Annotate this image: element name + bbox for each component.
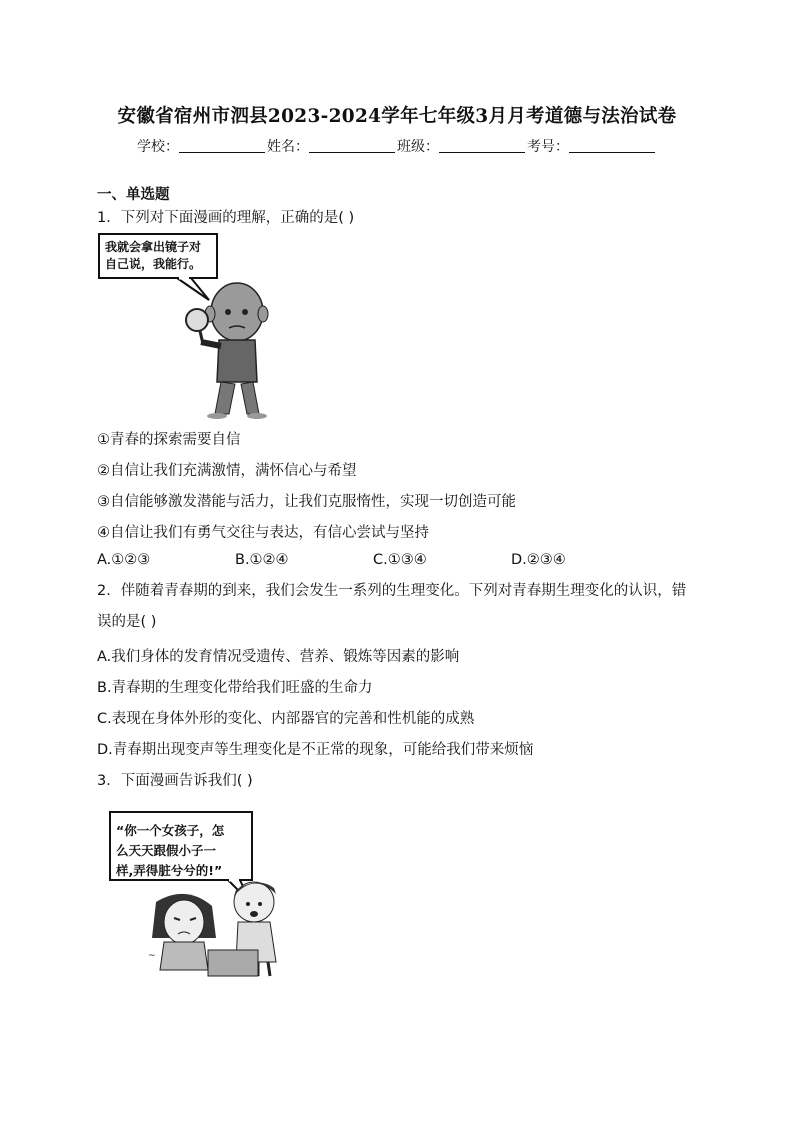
q2-option-b: B.青春期的生理变化带给我们旺盛的生命力 <box>97 680 373 696</box>
q1-option-c: C.①③④ <box>373 552 427 568</box>
boy-illustration <box>186 283 268 419</box>
q1-stem: 1．下列对下面漫画的理解，正确的是( ) <box>97 210 355 226</box>
q3-stem: 3．下面漫画告诉我们( ) <box>97 773 253 789</box>
q3-bubble-line2: 么天天跟假小子一 <box>116 843 217 858</box>
q2-option-a: A.我们身体的发育情况受遗传、营养、锻炼等因素的影响 <box>97 649 460 665</box>
mirror-icon <box>186 309 208 331</box>
q1-statement-2: ②自信让我们充满激情，满怀信心与希望 <box>97 463 357 479</box>
section-heading: 一、单选题 <box>97 187 170 203</box>
q1-option-a: A.①②③ <box>97 552 151 568</box>
student-info-row <box>0 136 794 156</box>
q2-stem: 2．伴随着青春期的到来，我们会发生一系列的生理变化。下列对青春期生理变化的认识，错误的是( ) <box>97 583 687 630</box>
number-blank <box>569 138 655 153</box>
name-label: 姓名： <box>267 139 309 155</box>
q1-statement-4: ④自信让我们有勇气交往与表达，有信心尝试与坚持 <box>97 525 429 541</box>
number-label: 考号： <box>527 139 569 155</box>
svg-text:~: ~ <box>148 951 156 961</box>
page-title: 安徽省宿州市泗县2023-2024学年七年级3月月考道德与法治试卷 <box>117 106 677 127</box>
q2-option-d: D.青春期出现变声等生理变化是不正常的现象，可能给我们带来烦恼 <box>97 742 534 758</box>
class-label: 班级： <box>397 139 439 155</box>
q3-bubble-line1: “你一个女孩子，怎 <box>116 823 225 838</box>
school-blank <box>179 138 265 153</box>
q2-option-c: C.表现在身体外形的变化、内部器官的完善和性机能的成熟 <box>97 711 475 727</box>
name-blank <box>309 138 395 153</box>
class-blank <box>439 138 525 153</box>
q1-options <box>97 552 697 568</box>
school-label: 学校： <box>137 139 179 155</box>
q1-bubble-line2: 自己说，我能行。 <box>105 257 202 271</box>
q1-statement-3: ③自信能够激发潜能与活力，让我们克服惰性，实现一切创造可能 <box>97 494 516 510</box>
girl-illustration <box>148 894 216 970</box>
q1-bubble-line1: 我就会拿出镜子对 <box>105 240 202 254</box>
q1-option-d: D.②③④ <box>511 552 566 568</box>
q1-option-b: B.①②④ <box>235 552 289 568</box>
q1-statement-1: ①青春的探索需要自信 <box>97 432 241 448</box>
desk <box>208 950 258 976</box>
q3-bubble-line3: 样,弄得脏兮兮的!” <box>116 863 223 878</box>
